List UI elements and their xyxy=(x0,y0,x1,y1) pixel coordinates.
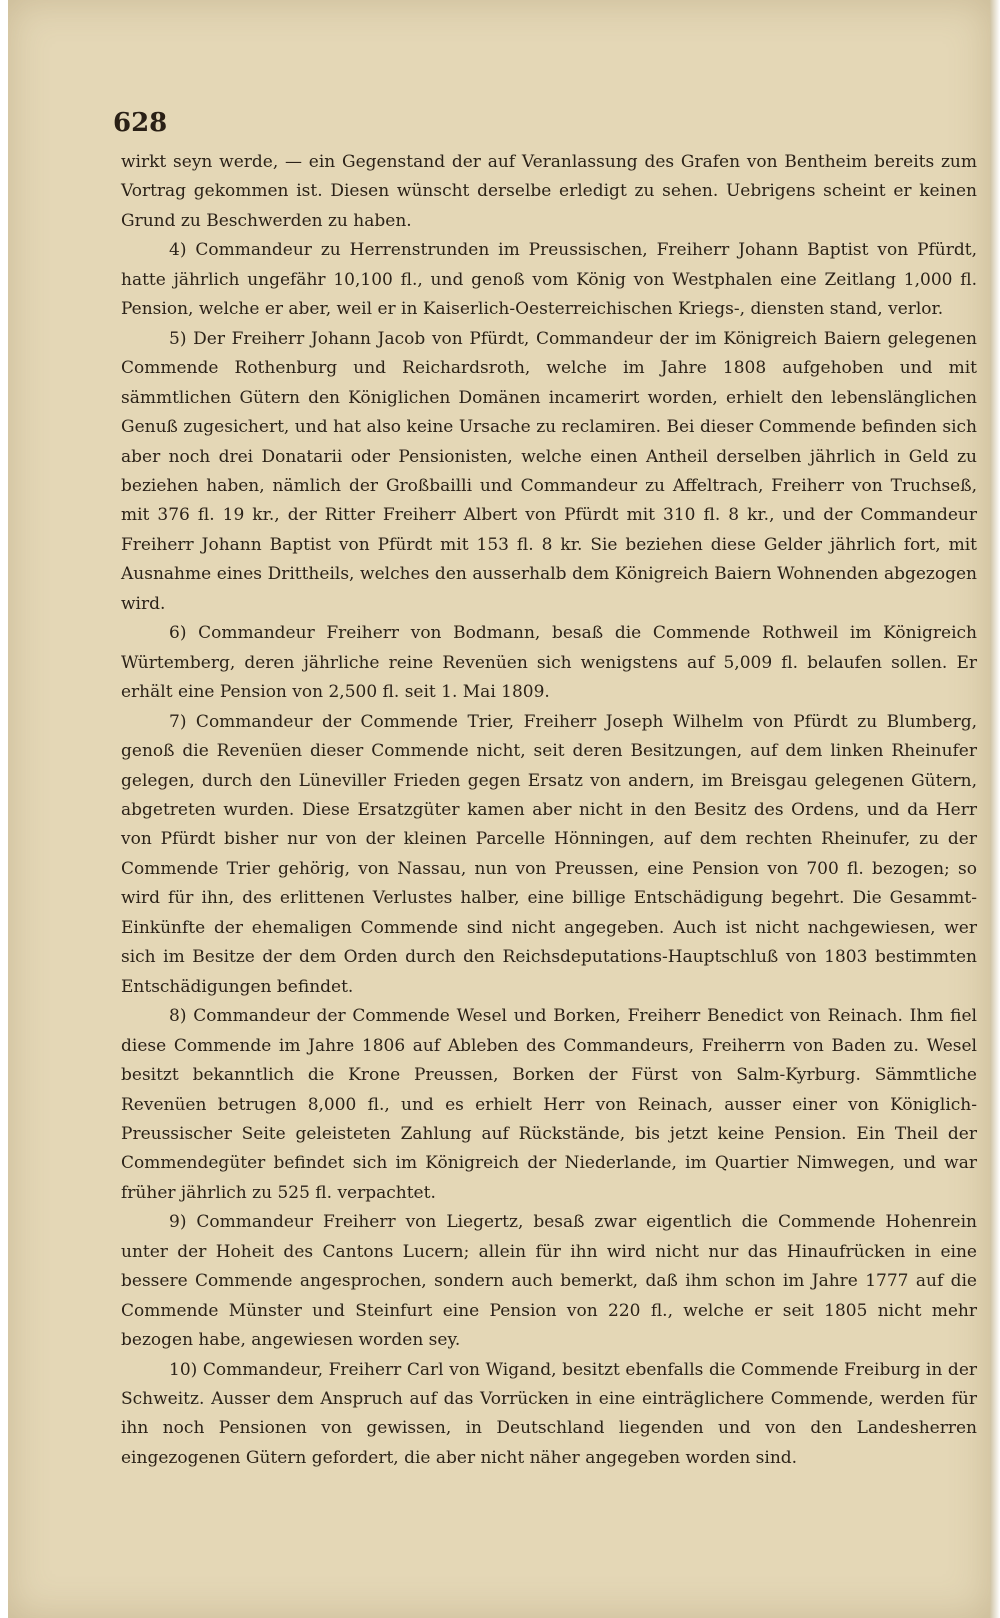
paragraph-item-6: 6) Commandeur Freiherr von Bodmann, besaß die Commende Rothweil im Königreich Würtemberg, deren jährliche reine Revenüen sich wenigstens auf 5,009 fl. belaufen sollen. Er erhält eine Pension von 2,500 fl. seit 1. Mai 1809. xyxy=(121,623,977,703)
paragraph-continuation: wirkt seyn werde, — ein Gegenstand der auf Veranlassung des Grafen von Bentheim bereits zum Vortrag gekommen ist. Diesen wünscht derselbe erledigt zu sehen. Uebrigens scheint er keinen Grund zu Beschwerden zu haben. xyxy=(121,152,977,231)
paragraph-item-7: 7) Commandeur der Commende Trier, Freiherr Joseph Wilhelm von Pfürdt zu Blumberg, genoß die Revenüen dieser Commende nicht, seit deren Besitzungen, auf dem linken Rheinufer gelegen, durch den Lüneviller Frieden gegen Ersatz von andern, im Breisgau gelegenen Gütern, abgetreten wurden. Diese Ersatzgüter kamen aber nicht in den Besitz des Ordens, und da Herr von Pfürdt bisher nur von der kleinen Parcelle Hönningen, auf dem rechten Rheinufer, zu der Commende Trier gehörig, von Nassau, nun von Preussen, eine Pension von 700 fl. bezogen; so wird für ihn, des erlittenen Verlustes halber, eine billige Entschädigung begehrt. Die Gesammt-Einkünfte der ehemaligen Commende sind nicht angegeben. Auch ist nicht nachgewiesen, wer sich im Besitze der dem Orden durch den Reichsdeputations-Hauptschluß von 1803 bestimmten Entschädigungen befindet. xyxy=(121,711,977,997)
body-text xyxy=(121,148,977,1473)
page-number: 628 xyxy=(113,108,168,138)
page-edge xyxy=(990,0,1000,1618)
paragraph-item-8: 8) Commandeur der Commende Wesel und Borken, Freiherr Benedict von Reinach. Ihm fiel diese Commende im Jahre 1806 auf Ableben des Commandeurs, Freiherrn von Baden zu. Wesel besitzt bekanntlich die Krone Preussen, Borken der Fürst von Salm-Kyrburg. Sämmtliche Revenüen betrugen 8,000 fl., und es erhielt Herr von Reinach, ausser einer von Königlich-Preussischer Seite geleisteten Zahlung auf Rückstände, bis jetzt keine Pension. Ein Theil der Commendegüter befindet sich im Königreich der Niederlande, im Quartier Nimwegen, und war früher jährlich zu 525 fl. verpachtet. xyxy=(121,1006,977,1203)
paragraph-item-4: 4) Commandeur zu Herrenstrunden im Preussischen, Freiherr Johann Baptist von Pfürdt, hatte jährlich ungefähr 10,100 fl., und genoß vom König von Westphalen eine Zeitlang 1,000 fl. Pension, welche er aber, weil er in Kaiserlich-Oesterreichischen Kriegs-, diensten stand, verlor. xyxy=(121,240,977,320)
paragraph-item-10: 10) Commandeur, Freiherr Carl von Wigand, besitzt ebenfalls die Commende Freiburg in der Schweitz. Ausser dem Anspruch auf das Vorrücken in eine einträglichere Commende, werden für ihn noch Pensionen von gewissen, in Deutschland liegenden und von den Landesherren eingezogenen Gütern gefordert, die aber nicht näher angegeben worden sind. xyxy=(121,1359,977,1468)
paragraph-item-9: 9) Commandeur Freiherr von Liegertz, besaß zwar eigentlich die Commende Hohenrein unter der Hoheit des Cantons Lucern; allein für ihn wird nicht nur das Hinaufrücken in eine bessere Commende angesprochen, sondern auch bemerkt, daß ihm schon im Jahre 1777 auf die Commende Münster und Steinfurt eine Pension von 220 fl., welche er seit 1805 nicht mehr bezogen habe, angewiesen worden sey. xyxy=(121,1212,977,1351)
scanned-page xyxy=(8,0,990,1618)
paragraph-item-5: 5) Der Freiherr Johann Jacob von Pfürdt, Commandeur der im Königreich Baiern gelegenen Commende Rothenburg und Reichardsroth, welche im Jahre 1808 aufgehoben und mit sämmtlichen Gütern den Königlichen Domänen incamerirt worden, erhielt den lebenslänglichen Genuß zugesichert, und hat also keine Ursache zu reclamiren. Bei dieser Commende befinden sich aber noch drei Donatarii oder Pensionisten, welche einen Antheil derselben jährlich in Geld zu beziehen haben, nämlich der Großbailli und Commandeur zu Affeltrach, Freiherr von Truchseß, mit 376 fl. 19 kr., der Ritter Freiherr Albert von Pfürdt mit 310 fl. 8 kr., und der Commandeur Freiherr Johann Baptist von Pfürdt mit 153 fl. 8 kr. Sie beziehen diese Gelder jährlich fort, mit Ausnahme eines Drittheils, welches den ausserhalb dem Königreich Baiern Wohnenden abgezogen wird. xyxy=(121,328,977,614)
